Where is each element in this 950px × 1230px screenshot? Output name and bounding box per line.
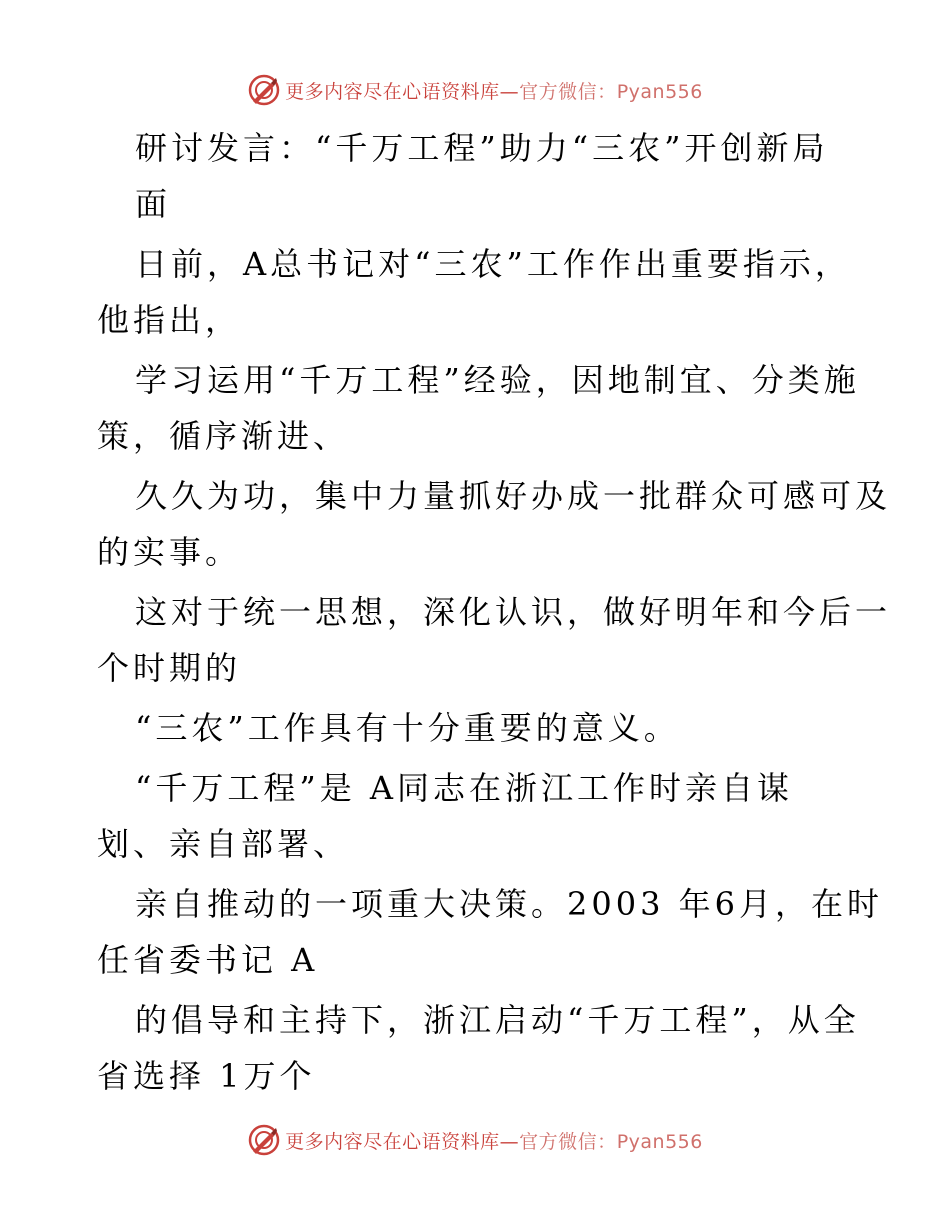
doc-paragraph-line: “三农”工作具有十分重要的意义。 xyxy=(135,709,680,747)
banner-brand-text: 更多内容尽在心语资料库 xyxy=(285,1130,500,1153)
doc-paragraph-line: 学习运用“千万工程”经验，因地制宜、分类施 xyxy=(135,361,860,399)
doc-paragraph-line: 他指出， xyxy=(97,301,242,339)
doc-paragraph-line: 个时期的 xyxy=(97,649,242,687)
banner-wechat-id: Pyan556 xyxy=(616,1130,703,1153)
banner-wechat-id: Pyan556 xyxy=(616,80,703,103)
banner-official-label: 官方微信： xyxy=(519,80,617,103)
doc-paragraph-line: 策，循序渐进、 xyxy=(97,417,350,455)
doc-paragraph-line: 划、亲自部署、 xyxy=(97,825,350,863)
doc-paragraph-line: 任省委书记 A xyxy=(97,941,319,979)
doc-paragraph-line: 久久为功，集中力量抓好办成一批群众可感可及 xyxy=(135,477,892,515)
doc-paragraph-line: 这对于统一思想，深化认识，做好明年和今后一 xyxy=(135,593,892,631)
header-watermark-banner xyxy=(0,70,950,110)
doc-title-line-2: 面 xyxy=(135,185,172,223)
doc-paragraph-line: 日前，A总书记对“三农”工作作出重要指示， xyxy=(135,245,851,283)
banner-official-label: 官方微信： xyxy=(519,1130,617,1153)
banner-separator: — xyxy=(499,1130,520,1153)
banner-separator: — xyxy=(499,80,520,103)
doc-paragraph-line: 的实事。 xyxy=(97,533,242,571)
doc-paragraph-line: “千万工程”是 A同志在浙江工作时亲自谋 xyxy=(135,769,794,807)
doc-paragraph-line: 的倡导和主持下，浙江启动“千万工程”，从全 xyxy=(135,1001,860,1039)
doc-paragraph-line: 亲自推动的一项重大决策。2003 年6月，在时 xyxy=(135,885,883,923)
banner-brand-text: 更多内容尽在心语资料库 xyxy=(285,80,500,103)
footer-watermark-banner xyxy=(0,1120,950,1160)
brand-logo-icon xyxy=(247,1123,281,1157)
doc-title-line-1: 研讨发言：“千万工程”助力“三农”开创新局 xyxy=(135,129,829,167)
brand-logo-icon xyxy=(247,73,281,107)
doc-paragraph-line: 省选择 1万个 xyxy=(97,1057,316,1095)
